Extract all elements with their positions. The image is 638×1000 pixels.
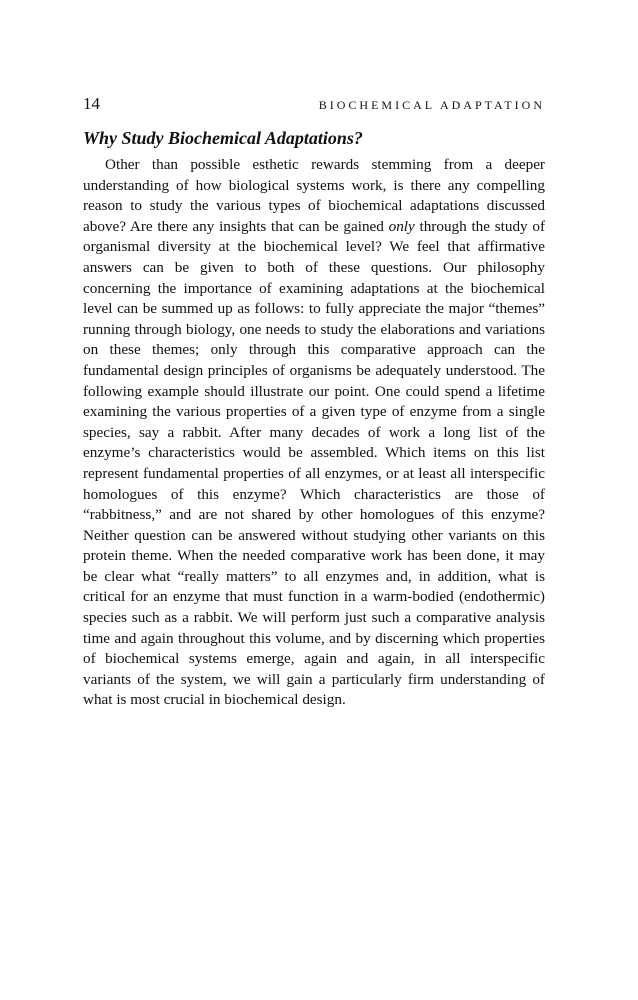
book-page [83,94,545,711]
paragraph-text-part-2: through the study of organismal diversity at the biochemical level? We feel that affirmative answers can be given to both of these questions. Our philosophy concerning the importance of examining adaptations at the biochemical level can be summed up as follows: to fully appreciate the major “themes” running through biology, one needs to study the elaborations and variations on these themes; only through this comparative approach can the fundamental design principles of organisms be adequately understood. The following example should illustrate our point. One could spend a lifetime examining the various properties of a given type of enzyme from a single species, say a rabbit. After many decades of work a long list of the enzyme’s characteristics would be assembled. Which items on this list represent fundamental properties of all enzymes, or at least all interspecific homologues of this enzyme? Which characteristics are those of “rabbitness,” and are not shared by other homologues of this enzyme? Neither question can be answered without studying other variants on this protein theme. When the needed comparative work has been done, it may be clear what “really matters” to all enzymes and, in addition, what is critical for an enzyme that must function in a warm-bodied (endothermic) species such as a rabbit. We will perform just such a comparative analysis time and again throughout this volume, and by discerning which properties of biochemical systems emerge, again and again, in all interspecific variants of the system, we will gain a particularly firm understanding of what is most crucial in biochemical design. [83,217,545,709]
page-number: 14 [83,94,100,113]
emphasis-only: only [388,217,415,235]
body-text [83,155,545,711]
running-title: BIOCHEMICAL ADAPTATION [318,98,545,112]
body-paragraph [83,155,545,711]
section-heading: Why Study Biochemical Adaptations? [83,128,363,148]
paragraph-text-part-1: Other than possible esthetic rewards stemming from a deeper understanding of how biological systems work, is there any compelling reason to study the various types of biochemical adaptations discussed above? Are there any insights that can be gained [83,156,545,235]
running-head [83,94,545,118]
